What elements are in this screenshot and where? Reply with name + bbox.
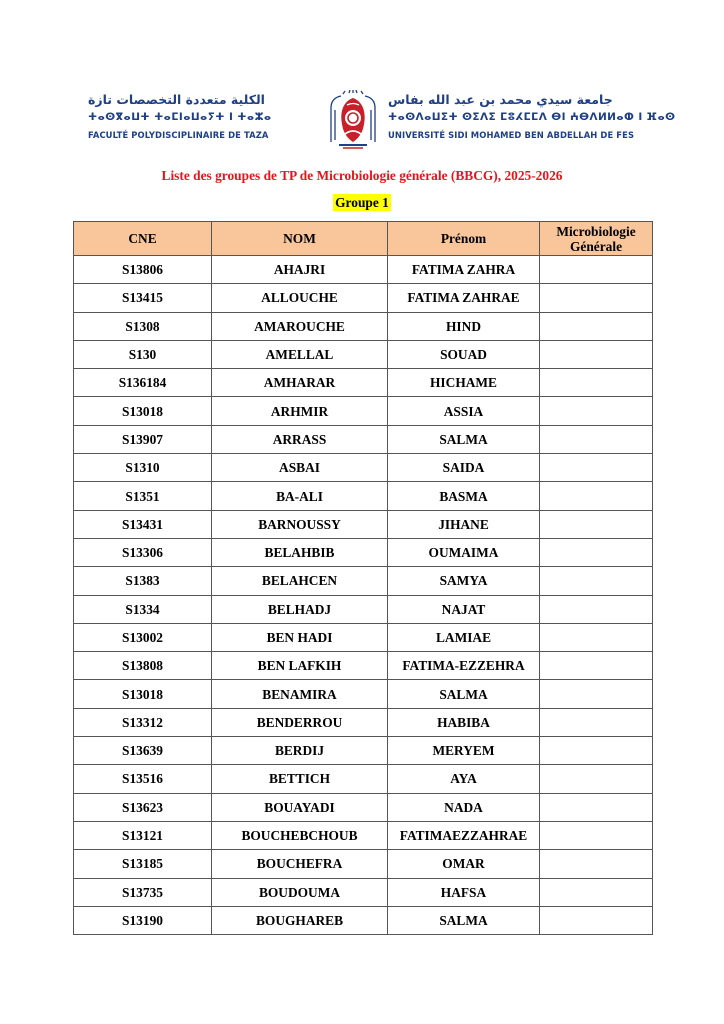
column-header-prenom: Prénom [388, 222, 540, 256]
table-header-row [74, 222, 653, 256]
cell-nom: ALLOUCHE [212, 284, 388, 312]
table-row [74, 397, 653, 425]
table-row [74, 708, 653, 736]
cell-microbiologie [540, 708, 653, 736]
table-row [74, 425, 653, 453]
cell-prenom: LAMIAE [388, 623, 540, 651]
cell-microbiologie [540, 793, 653, 821]
cell-microbiologie [540, 340, 653, 368]
cell-nom: ARRASS [212, 425, 388, 453]
table-row [74, 737, 653, 765]
cell-microbiologie [540, 906, 653, 934]
cell-cne: S13808 [74, 652, 212, 680]
cell-cne: S13185 [74, 850, 212, 878]
cell-microbiologie [540, 850, 653, 878]
cell-prenom: ASSIA [388, 397, 540, 425]
cell-nom: BEN HADI [212, 623, 388, 651]
table-row [74, 340, 653, 368]
cell-prenom: OUMAIMA [388, 538, 540, 566]
cell-microbiologie [540, 765, 653, 793]
cell-cne: S1351 [74, 482, 212, 510]
cell-nom: BOUAYADI [212, 793, 388, 821]
faculty-name-latin: FACULTÉ POLYDISCIPLINAIRE DE TAZA [88, 130, 269, 140]
cell-microbiologie [540, 652, 653, 680]
cell-cne: S136184 [74, 369, 212, 397]
cell-cne: S13516 [74, 765, 212, 793]
cell-prenom: MERYEM [388, 737, 540, 765]
cell-cne: S1383 [74, 567, 212, 595]
cell-prenom: SAMYA [388, 567, 540, 595]
cell-microbiologie [540, 256, 653, 284]
cell-prenom: FATIMA ZAHRAE [388, 284, 540, 312]
cell-nom: BELHADJ [212, 595, 388, 623]
cell-prenom: NAJAT [388, 595, 540, 623]
cell-microbiologie [540, 623, 653, 651]
document-title: Liste des groupes de TP de Microbiologie générale (BBCG), 2025-2026 [161, 168, 563, 183]
cell-microbiologie [540, 737, 653, 765]
cell-microbiologie [540, 312, 653, 340]
cell-prenom: FATIMA-EZZEHRA [388, 652, 540, 680]
table-row [74, 680, 653, 708]
cell-cne: S13121 [74, 821, 212, 849]
student-roster-table [73, 221, 653, 935]
table-row [74, 595, 653, 623]
cell-cne: S13907 [74, 425, 212, 453]
university-name-tifinagh: ⵜⴰⵙⴷⴰⵡⵉⵜ ⵙⵉⴷⵉ ⵎⵓⵃⵎⵎⴷ ⴱⵏ ⵄⴱⴷⵍⵍⴰⵀ ⵏ ⴼⴰⵙ [388, 111, 676, 123]
cell-cne: S130 [74, 340, 212, 368]
cell-nom: AHAJRI [212, 256, 388, 284]
table-row [74, 538, 653, 566]
cell-nom: BELAHCEN [212, 567, 388, 595]
cell-microbiologie [540, 454, 653, 482]
faculty-name-arabic: الكلية متعددة التخصصات تازة [88, 92, 265, 107]
table-row [74, 652, 653, 680]
group-heading [0, 194, 724, 212]
university-identity [388, 92, 676, 141]
cell-nom: BARNOUSSY [212, 510, 388, 538]
cell-nom: ARHMIR [212, 397, 388, 425]
cell-cne: S13018 [74, 680, 212, 708]
table-row [74, 312, 653, 340]
cell-cne: S13431 [74, 510, 212, 538]
faculty-name-tifinagh: ⵜⴰⵙⴳⴰⵡⵜ ⵜⴰⵎⵏⴰⵡⴰⵢⵜ ⵏ ⵜⴰⵣⴰ [88, 111, 272, 123]
cell-prenom: OMAR [388, 850, 540, 878]
table-row [74, 567, 653, 595]
cell-cne: S13415 [74, 284, 212, 312]
cell-prenom: HAFSA [388, 878, 540, 906]
table-row [74, 482, 653, 510]
cell-cne: S13306 [74, 538, 212, 566]
cell-nom: AMHARAR [212, 369, 388, 397]
table-row [74, 878, 653, 906]
cell-nom: BERDIJ [212, 737, 388, 765]
cell-microbiologie [540, 538, 653, 566]
cell-prenom: SAIDA [388, 454, 540, 482]
cell-microbiologie [540, 397, 653, 425]
cell-nom: BENDERROU [212, 708, 388, 736]
column-header-microbiologie [540, 222, 653, 256]
cell-prenom: SALMA [388, 680, 540, 708]
cell-nom: BELAHBIB [212, 538, 388, 566]
university-name-latin: UNIVERSITÉ SIDI MOHAMED BEN ABDELLAH DE FES [388, 130, 635, 140]
letterhead [88, 92, 676, 152]
column-header-cne: CNE [74, 222, 212, 256]
cell-cne: S13002 [74, 623, 212, 651]
cell-microbiologie [540, 510, 653, 538]
cell-prenom: FATIMAEZZAHRAE [388, 821, 540, 849]
cell-prenom: NADA [388, 793, 540, 821]
cell-prenom: HABIBA [388, 708, 540, 736]
cell-prenom: JIHANE [388, 510, 540, 538]
cell-cne: S1334 [74, 595, 212, 623]
column-header-subject-line1: Microbiologie [556, 223, 636, 239]
table-row [74, 510, 653, 538]
cell-cne: S13190 [74, 906, 212, 934]
cell-cne: S1308 [74, 312, 212, 340]
cell-prenom: AYA [388, 765, 540, 793]
cell-microbiologie [540, 821, 653, 849]
cell-prenom: SOUAD [388, 340, 540, 368]
cell-microbiologie [540, 369, 653, 397]
cell-cne: S13735 [74, 878, 212, 906]
cell-prenom: FATIMA ZAHRA [388, 256, 540, 284]
cell-prenom: HIND [388, 312, 540, 340]
group-label: Groupe 1 [335, 195, 389, 210]
cell-nom: BETTICH [212, 765, 388, 793]
cell-microbiologie [540, 878, 653, 906]
cell-microbiologie [540, 680, 653, 708]
cell-cne: S13806 [74, 256, 212, 284]
cell-prenom: BASMA [388, 482, 540, 510]
table-body [74, 256, 653, 935]
cell-prenom: SALMA [388, 906, 540, 934]
cell-microbiologie [540, 482, 653, 510]
table-row [74, 906, 653, 934]
cell-nom: BEN LAFKIH [212, 652, 388, 680]
cell-cne: S13623 [74, 793, 212, 821]
cell-nom: BOUDOUMA [212, 878, 388, 906]
table-row [74, 454, 653, 482]
table-row [74, 765, 653, 793]
cell-nom: BA-ALI [212, 482, 388, 510]
cell-cne: S13312 [74, 708, 212, 736]
faculty-identity [88, 92, 320, 141]
cell-nom: BOUGHAREB [212, 906, 388, 934]
cell-nom: BOUCHEBCHOUB [212, 821, 388, 849]
cell-microbiologie [540, 595, 653, 623]
cell-nom: AMAROUCHE [212, 312, 388, 340]
table-row [74, 369, 653, 397]
cell-cne: S13018 [74, 397, 212, 425]
cell-cne: S13639 [74, 737, 212, 765]
table-row [74, 821, 653, 849]
cell-microbiologie [540, 567, 653, 595]
table-row [74, 623, 653, 651]
university-emblem-icon [325, 90, 381, 150]
table-row [74, 256, 653, 284]
cell-prenom: HICHAME [388, 369, 540, 397]
cell-microbiologie [540, 425, 653, 453]
table-row [74, 793, 653, 821]
column-header-subject-line2: Générale [569, 238, 623, 254]
cell-microbiologie [540, 284, 653, 312]
university-name-arabic: جامعة سيدي محمد بن عبد الله بفاس [388, 92, 613, 107]
cell-nom: BENAMIRA [212, 680, 388, 708]
table-row [74, 850, 653, 878]
cell-nom: AMELLAL [212, 340, 388, 368]
cell-prenom: SALMA [388, 425, 540, 453]
table-row [74, 284, 653, 312]
column-header-nom: NOM [212, 222, 388, 256]
cell-nom: BOUCHEFRA [212, 850, 388, 878]
cell-cne: S1310 [74, 454, 212, 482]
cell-nom: ASBAI [212, 454, 388, 482]
